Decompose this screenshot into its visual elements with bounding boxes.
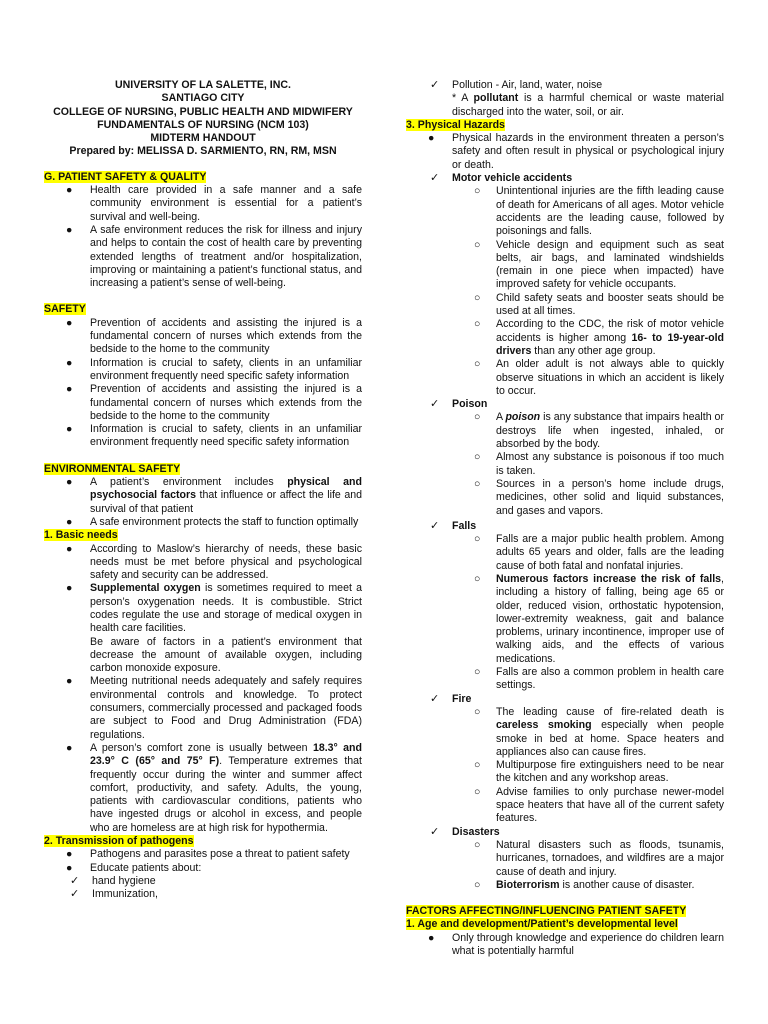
circle-bullet-icon: ○ (474, 318, 481, 331)
circle-bullet-icon: ○ (474, 759, 481, 772)
bullet-icon: ● (66, 675, 73, 688)
list-item: ● According to Maslow’s hierarchy of needs, these basic needs must be met before physical and psychological safety and security can be addressed. (66, 542, 362, 582)
circle-bullet-icon: ○ (474, 238, 481, 251)
list-item: ○ Natural disasters such as floods, tsunamis, hurricanes, tornadoes, and wildfires are a major cause of death and injury. (474, 838, 724, 878)
bullet-icon: ● (66, 542, 73, 555)
circle-bullet-icon: ○ (474, 838, 481, 851)
list-item: ○ Almost any substance is poisonous if too much is taken. (474, 451, 724, 477)
list-item: ○ Multipurpose fire extinguishers need to be near the kitchen and any workshop areas. (474, 759, 724, 785)
circle-bullet-icon: ○ (474, 572, 481, 585)
checkmark-icon: ✓ (70, 888, 80, 901)
checkmark-icon: ✓ (430, 398, 440, 411)
list-item: ○ Unintentional injuries are the fifth leading cause of death for Americans of all ages. Motor vehicle accidents are the leading cause, followed by poisonings and falls. (474, 185, 724, 238)
checkmark-icon: ✓ (430, 172, 440, 185)
list-item: ✓ Motor vehicle accidents (430, 172, 573, 185)
list-item: ○ According to the CDC, the risk of motor vehicle accidents is higher among 16- to 19-year-old drivers than any other age group. (474, 318, 724, 357)
list-item: ✓ Disasters (430, 825, 500, 838)
checkmark-icon: ✓ (430, 692, 440, 705)
circle-bullet-icon: ○ (474, 878, 481, 891)
bullet-icon: ● (66, 515, 73, 528)
circle-bullet-icon: ○ (474, 185, 481, 198)
circle-bullet-icon: ○ (474, 705, 481, 718)
heading-patient-safety: G. PATIENT SAFETY & QUALITY (44, 170, 207, 183)
list-item: ✓ Falls (430, 519, 477, 532)
header-course: FUNDAMENTALS OF NURSING (NCM 103) (97, 118, 309, 131)
list-item: ● A patient’s environment includes physical and psychosocial factors that influence or affect the life and survival of that patient (66, 476, 362, 515)
header-author: Prepared by: MELISSA D. SARMIENTO, RN, RM, MSN (69, 145, 337, 158)
list-item: ✓ Poison (430, 398, 488, 411)
checkmark-icon: ✓ (70, 874, 80, 887)
circle-bullet-icon: ○ (474, 411, 481, 424)
list-item: ○ Sources in a person’s home include drugs, medicines, other solid and liquid substances, and gases and vapors. (474, 477, 724, 517)
list-item: ○ Falls are a major public health problem. Among adults 65 years and older, falls are the leading cause of both fatal and nonfatal injuries. (474, 533, 724, 572)
checkmark-icon: ✓ (430, 519, 440, 532)
list-item: ● Pathogens and parasites pose a threat to patient safety (66, 848, 350, 861)
bullet-icon: ● (66, 223, 73, 236)
heading-safety: SAFETY (44, 303, 86, 316)
bullet-icon: ● (66, 383, 73, 396)
bullet-icon: ● (66, 741, 73, 754)
bullet-icon: ● (66, 356, 73, 369)
circle-bullet-icon: ○ (474, 291, 481, 304)
list-item: ○ An older adult is not always able to quickly observe situations in which an accident is likely to occur. (474, 358, 724, 397)
list-item: ○ The leading cause of fire-related death is careless smoking especially when people smoke in bed at home. Space heaters and appliances also can cause fires. (474, 705, 724, 758)
circle-bullet-icon: ○ (474, 785, 481, 798)
bullet-icon: ● (66, 476, 73, 489)
list-item: ○ Falls are also a common problem in health care settings. (474, 666, 724, 692)
heading-age-development: 1. Age and development/Patient’s developmental level (406, 918, 678, 931)
bullet-icon: ● (66, 184, 73, 197)
list-item: ● A safe environment reduces the risk for illness and injury and helps to contain the cost of health care by preventing extended lengths of treatment and/or hospitalization, improving or maintaining a patient’s functional status, and increasing a patient’s sense of well-being. (66, 223, 362, 290)
header-city: SANTIAGO CITY (161, 92, 245, 105)
heading-environmental-safety: ENVIRONMENTAL SAFETY (44, 462, 181, 475)
list-item: ● Physical hazards in the environment threaten a person’s safety and often result in physical or psychological injury or death. (428, 132, 724, 171)
checkmark-icon: ✓ (430, 825, 440, 838)
list-item: ✓ hand hygiene (70, 874, 156, 887)
heading-physical-hazards: 3. Physical Hazards (406, 118, 505, 131)
circle-bullet-icon: ○ (474, 358, 481, 371)
bullet-icon: ● (428, 132, 435, 145)
bullet-icon: ● (66, 423, 73, 436)
list-item: ○ Numerous factors increase the risk of falls, including a history of falling, being age 65 or older, reduced vision, orthostatic hypotension, lower-extremity weakness, gait and balance problems, urinary incontinence, improper use of walking aids, and the effects of various medications. (474, 572, 724, 665)
list-item: ○ Vehicle design and equipment such as seat belts, air bags, and laminated windshields (remain in one piece when impacted) have improved safety for vehicle occupants. (474, 238, 724, 291)
header-college: COLLEGE OF NURSING, PUBLIC HEALTH AND MIDWIFERY (53, 105, 353, 118)
list-item: ● Health care provided in a safe manner and a safe community environment is essential for a patient’s survival and well-being. (66, 184, 362, 223)
list-item: ✓ Fire (430, 692, 472, 705)
list-item: ○ Advise families to only purchase newer-model space heaters that have all of the current safety features. (474, 785, 724, 825)
bullet-icon: ● (428, 931, 435, 944)
list-item: ○ A poison is any substance that impairs health or destroys life when ingested, inhaled, or absorbed by the body. (474, 411, 724, 451)
list-item: ● Information is crucial to safety, clients in an unfamiliar environment frequently need specific safety information (66, 423, 362, 449)
heading-basic-needs: 1. Basic needs (44, 529, 118, 542)
circle-bullet-icon: ○ (474, 666, 481, 679)
bullet-icon: ● (66, 316, 73, 329)
list-item: ✓ Pollution - Air, land, water, noise (430, 79, 603, 91)
list-item: ○ Bioterrorism is another cause of disaster. (474, 878, 695, 891)
list-item: ● A safe environment protects the staff to function optimally (66, 515, 359, 528)
list-item: ● Educate patients about: (66, 861, 202, 874)
list-item: ● A person’s comfort zone is usually between 18.3° and 23.9° C (65° and 75° F). Temperature extremes that frequently occur during the winter and summer affect comfort, productivity, and safety. Adults, the young, patients with cardiovascular conditions, patients who have ingested drugs or alcohol in excess, and people who are homeless are at high risk for hypothermia. (66, 741, 363, 834)
pollutant-note: * A pollutant is a harmful chemical or waste material discharged into the water, soil, or air. (452, 92, 725, 118)
list-item: ● Only through knowledge and experience do children learn what is potentially harmful (428, 931, 724, 957)
list-item: ● Supplemental oxygen is sometimes required to meet a person’s oxygenation needs. It is combustible. Strict codes regulate the use and storage of medical oxygen in health care facilities. Be aware of factors in a patient’s environment that decrease the amount of available oxygen, including carbon monoxide exposure. (66, 582, 363, 675)
bullet-icon: ● (66, 848, 73, 861)
document-header (44, 79, 362, 159)
list-item: ● Meeting nutritional needs adequately and safely requires environmental controls and knowledge. To protect consumers, commercially processed and packaged foods are subject to Food and Drug Administration (FDA) regulations. (66, 675, 362, 741)
list-item: ● Prevention of accidents and assisting the injured is a fundamental concern of nurses which extends from the bedside to the home to the community (66, 383, 362, 422)
list-item: ○ Child safety seats and booster seats should be used at all times. (474, 291, 724, 318)
right-column (406, 79, 724, 958)
checkmark-icon: ✓ (430, 79, 440, 91)
list-item: ● Prevention of accidents and assisting the injured is a fundamental concern of nurses which extends from the bedside to the home to the community (66, 316, 362, 356)
heading-factors: FACTORS AFFECTING/INFLUENCING PATIENT SAFETY (406, 905, 687, 918)
header-university: UNIVERSITY OF LA SALETTE, INC. (115, 79, 291, 91)
heading-transmission-pathogens: 2. Transmission of pathogens (44, 835, 194, 848)
list-item: ✓ Immunization, (70, 888, 158, 901)
header-handout: MIDTERM HANDOUT (150, 132, 256, 145)
circle-bullet-icon: ○ (474, 477, 481, 490)
list-item: ● Information is crucial to safety, clients in an unfamiliar environment frequently need specific safety information (66, 356, 362, 382)
left-column (44, 0, 362, 902)
circle-bullet-icon: ○ (474, 451, 481, 464)
circle-bullet-icon: ○ (474, 533, 481, 546)
bullet-icon: ● (66, 861, 73, 874)
bullet-icon: ● (66, 582, 73, 595)
